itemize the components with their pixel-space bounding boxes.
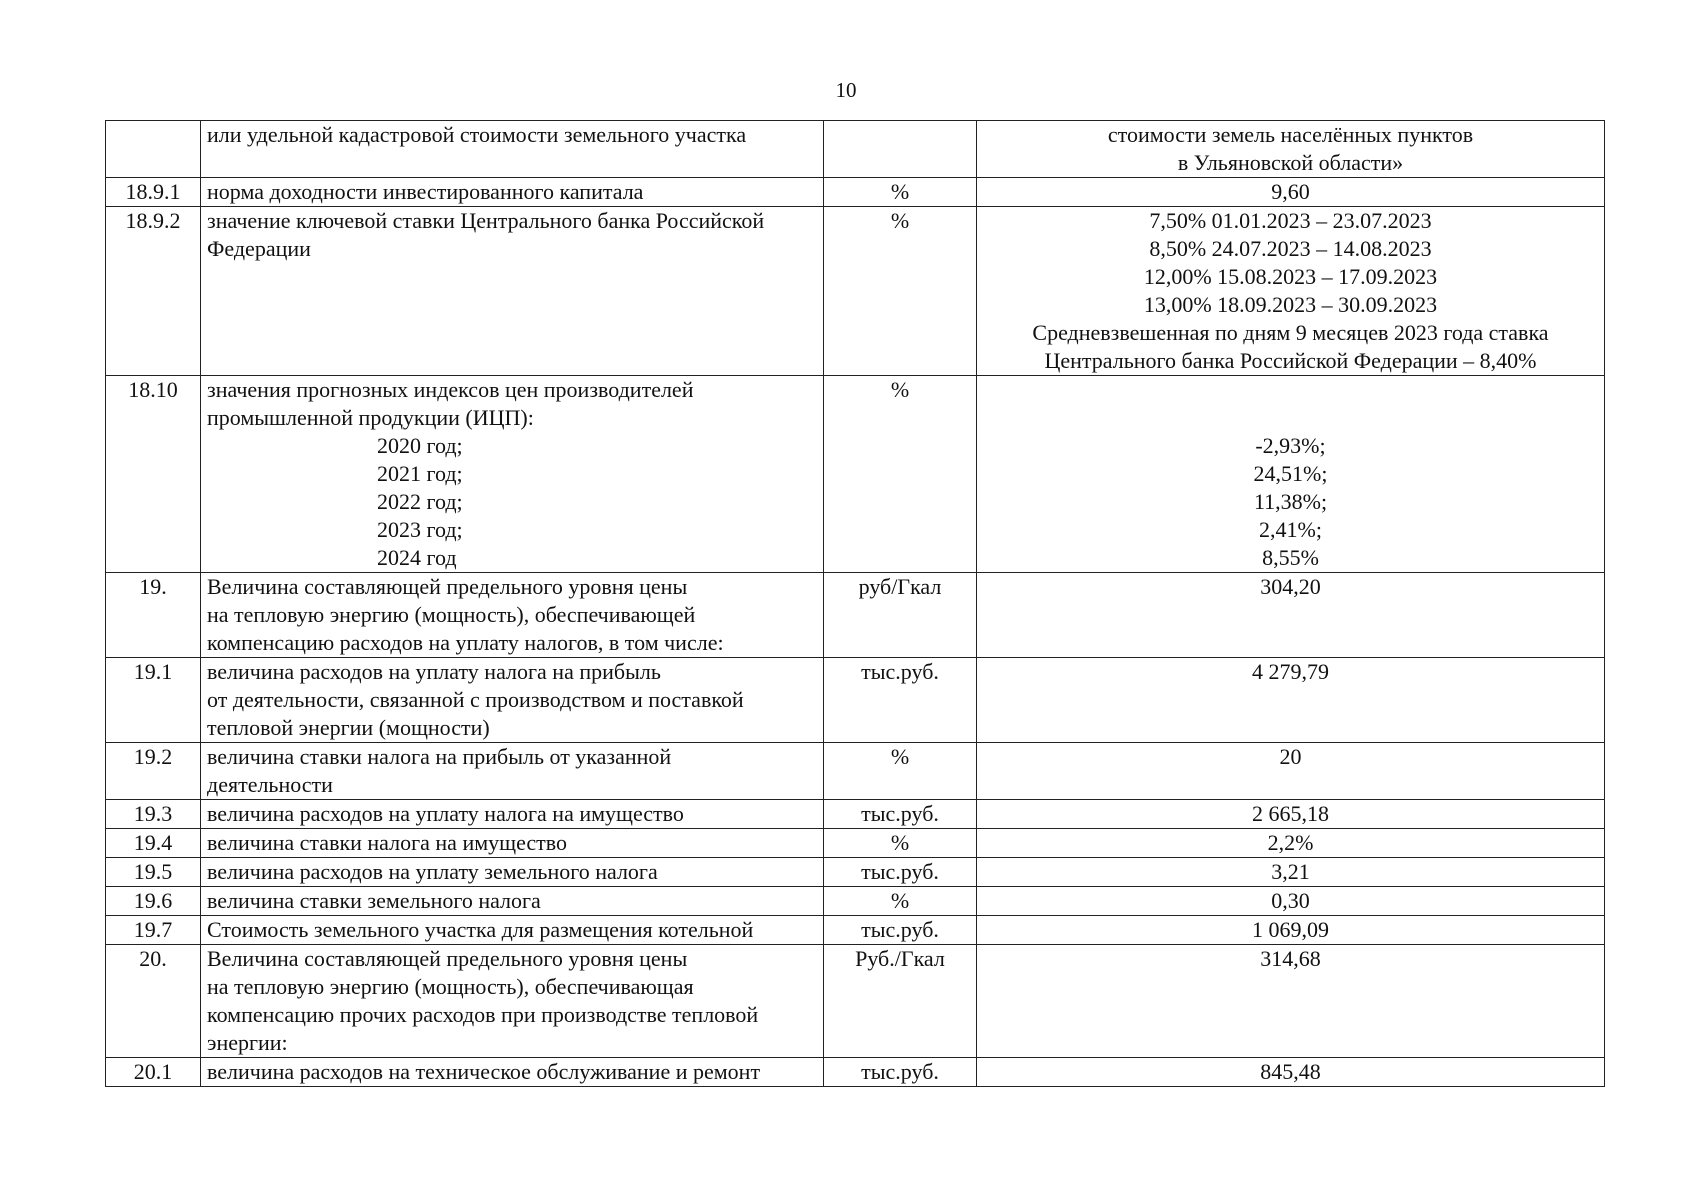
value-cell xyxy=(977,887,1605,916)
value-line: 12,00% 15.08.2023 – 17.09.2023 xyxy=(1143,264,1438,289)
value-cell xyxy=(977,178,1605,207)
unit-cell: % xyxy=(824,207,977,376)
value-cell xyxy=(977,1058,1605,1087)
name-line: от деятельности, связанной с производством и поставкой xyxy=(207,687,744,712)
name-line: компенсацию расходов на уплату налогов, в том числе: xyxy=(207,630,724,655)
parameters-table xyxy=(105,120,1605,1087)
unit-cell: % xyxy=(824,743,977,800)
name-line: величина расходов на уплату земельного налога xyxy=(207,859,658,884)
unit-cell: тыс.руб. xyxy=(824,858,977,887)
parameter-name xyxy=(201,573,824,658)
table-row xyxy=(106,658,1605,743)
name-line: Федерации xyxy=(207,236,311,261)
table-row xyxy=(106,858,1605,887)
name-line: величина расходов на уплату налога на прибыль xyxy=(207,659,661,684)
row-number: 18.9.2 xyxy=(106,207,201,376)
value-line: в Ульяновской области» xyxy=(1177,150,1404,175)
parameter-name xyxy=(201,887,824,916)
row-number: 19.4 xyxy=(106,829,201,858)
unit-cell xyxy=(824,121,977,178)
row-number: 20. xyxy=(106,945,201,1058)
value-line: 2,41%; xyxy=(1259,517,1322,542)
unit-cell: % xyxy=(824,178,977,207)
value-line: 2 665,18 xyxy=(1252,801,1329,826)
value-line: 8,55% xyxy=(1262,545,1319,570)
name-line: величина ставки налога на прибыль от указанной xyxy=(207,744,672,769)
table-row xyxy=(106,376,1605,573)
unit-cell: тыс.руб. xyxy=(824,800,977,829)
name-line: промышленной продукции (ИЦП): xyxy=(207,405,534,430)
value-cell xyxy=(977,945,1605,1058)
parameter-name xyxy=(201,207,824,376)
name-line: на тепловую энергию (мощность), обеспечивающая xyxy=(207,974,694,999)
value-line: 3,21 xyxy=(1271,859,1310,884)
table-row xyxy=(106,743,1605,800)
value-line: 845,48 xyxy=(1260,1059,1321,1084)
value-line xyxy=(983,404,1598,432)
name-line: Стоимость земельного участка для размещения котельной xyxy=(207,917,754,942)
name-line: значение ключевой ставки Центрального банка Российской xyxy=(207,208,765,233)
value-line: стоимости земель населённых пунктов xyxy=(1107,122,1474,147)
unit-cell: тыс.руб. xyxy=(824,1058,977,1087)
unit-cell: % xyxy=(824,829,977,858)
year-label: 2020 год; xyxy=(377,433,463,458)
value-cell xyxy=(977,916,1605,945)
page-number: 10 xyxy=(835,78,857,102)
value-line xyxy=(983,376,1598,404)
value-line: 13,00% 18.09.2023 – 30.09.2023 xyxy=(1143,292,1438,317)
parameter-name xyxy=(201,800,824,829)
unit-cell: тыс.руб. xyxy=(824,658,977,743)
row-number: 19.2 xyxy=(106,743,201,800)
name-line: деятельности xyxy=(207,772,333,797)
name-line: значения прогнозных индексов цен производителей xyxy=(207,377,694,402)
table-row xyxy=(106,800,1605,829)
value-line: 20 xyxy=(1279,744,1302,769)
unit-cell: Руб./Гкал xyxy=(824,945,977,1058)
parameter-name xyxy=(201,658,824,743)
value-line: Центрального банка Российской Федерации – 8,40% xyxy=(1044,348,1537,373)
value-line: 314,68 xyxy=(1260,946,1321,971)
table-row xyxy=(106,207,1605,376)
year-label: 2023 год; xyxy=(377,517,463,542)
table-row xyxy=(106,1058,1605,1087)
value-line: 304,20 xyxy=(1260,574,1321,599)
parameter-name xyxy=(201,945,824,1058)
value-cell xyxy=(977,743,1605,800)
name-line: или удельной кадастровой стоимости земельного участка xyxy=(207,122,747,147)
unit-cell: тыс.руб. xyxy=(824,916,977,945)
year-label: 2024 год xyxy=(377,545,457,570)
parameter-name xyxy=(201,858,824,887)
value-line: 7,50% 01.01.2023 – 23.07.2023 xyxy=(1149,208,1432,233)
table-row xyxy=(106,916,1605,945)
value-cell xyxy=(977,658,1605,743)
table-row xyxy=(106,178,1605,207)
value-line: -2,93%; xyxy=(1255,433,1326,458)
name-line: величина ставки земельного налога xyxy=(207,888,541,913)
row-number: 19. xyxy=(106,573,201,658)
parameter-name xyxy=(201,916,824,945)
value-line: 1 069,09 xyxy=(1252,917,1329,942)
table-row xyxy=(106,573,1605,658)
row-number: 18.10 xyxy=(106,376,201,573)
row-number: 19.6 xyxy=(106,887,201,916)
name-line: компенсацию прочих расходов при производстве тепловой xyxy=(207,1002,759,1027)
table-row xyxy=(106,887,1605,916)
value-line: Средневзвешенная по дням 9 месяцев 2023 года ставка xyxy=(1032,320,1549,345)
table-row xyxy=(106,829,1605,858)
parameter-name xyxy=(201,1058,824,1087)
value-cell xyxy=(977,376,1605,573)
name-line: величина расходов на уплату налога на имущество xyxy=(207,801,684,826)
name-line: на тепловую энергию (мощность), обеспечивающей xyxy=(207,602,696,627)
unit-cell: % xyxy=(824,887,977,916)
value-line: 11,38%; xyxy=(1253,489,1328,514)
value-cell xyxy=(977,121,1605,178)
name-line: энергии: xyxy=(207,1030,288,1055)
value-cell xyxy=(977,573,1605,658)
value-line: 0,30 xyxy=(1271,888,1310,913)
name-line: норма доходности инвестированного капитала xyxy=(207,179,644,204)
row-number: 19.7 xyxy=(106,916,201,945)
row-number: 19.3 xyxy=(106,800,201,829)
value-line: 8,50% 24.07.2023 – 14.08.2023 xyxy=(1149,236,1432,261)
parameter-name xyxy=(201,743,824,800)
value-cell xyxy=(977,829,1605,858)
parameter-name xyxy=(201,178,824,207)
value-line: 9,60 xyxy=(1271,179,1310,204)
value-cell xyxy=(977,207,1605,376)
table-row xyxy=(106,945,1605,1058)
parameter-name xyxy=(201,829,824,858)
row-number: 18.9.1 xyxy=(106,178,201,207)
parameter-name xyxy=(201,376,824,573)
table-row xyxy=(106,121,1605,178)
name-line: величина ставки налога на имущество xyxy=(207,830,568,855)
year-label: 2022 год; xyxy=(377,489,463,514)
name-line: Величина составляющей предельного уровня цены xyxy=(207,946,688,971)
unit-cell: % xyxy=(824,376,977,573)
name-line: тепловой энергии (мощности) xyxy=(207,715,490,740)
name-line: величина расходов на техническое обслуживание и ремонт xyxy=(207,1059,761,1084)
row-number: 19.1 xyxy=(106,658,201,743)
name-line: Величина составляющей предельного уровня цены xyxy=(207,574,688,599)
parameter-name xyxy=(201,121,824,178)
value-line: 2,2% xyxy=(1267,830,1314,855)
value-line: 24,51%; xyxy=(1253,461,1328,486)
value-cell xyxy=(977,858,1605,887)
year-label: 2021 год; xyxy=(377,461,463,486)
value-line: 4 279,79 xyxy=(1252,659,1329,684)
value-cell xyxy=(977,800,1605,829)
row-number: 19.5 xyxy=(106,858,201,887)
row-number: 20.1 xyxy=(106,1058,201,1087)
row-number xyxy=(106,121,201,178)
unit-cell: руб/Гкал xyxy=(824,573,977,658)
